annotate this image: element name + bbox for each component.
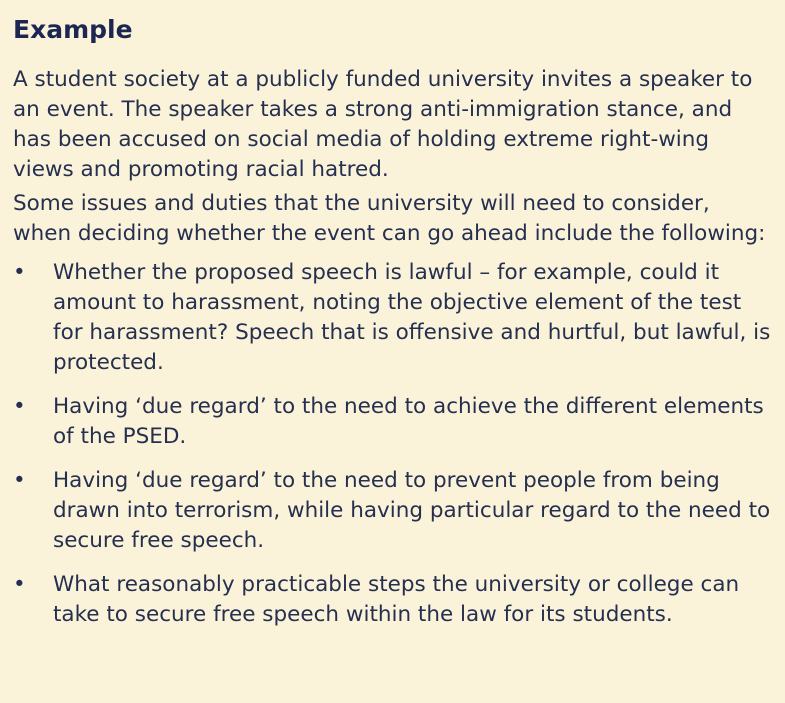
list-item [13, 570, 771, 630]
example-heading: Example [13, 15, 133, 44]
list-item-text: Having ‘due regard’ to the need to prevent people from being drawn into terrorism, while having particular regard to the need to secure free speech. [53, 468, 771, 553]
scenario-paragraph: A student society at a publicly funded university invites a speaker to an event. The speaker takes a strong anti-immigration stance, and has been accused on social media of holding extreme right-wing views and promoting racial hatred. [13, 67, 753, 182]
considerations-list [13, 258, 771, 630]
list-item-text: Whether the proposed speech is lawful – for example, could it amount to harassment, noting the objective element of the test for harassment? Speech that is offensive and hurtful, but lawful, is protected. [53, 260, 771, 375]
bullet-icon: • [13, 468, 26, 493]
bullet-icon: • [13, 572, 26, 597]
list-item [13, 258, 771, 378]
bullet-icon: • [13, 394, 26, 419]
issues-intro-paragraph: Some issues and duties that the university will need to consider, when deciding whether the event can go ahead include the following: [13, 191, 766, 246]
list-item [13, 392, 771, 452]
bullet-icon: • [13, 260, 26, 285]
list-item-text: What reasonably practicable steps the university or college can take to secure free speech within the law for its students. [53, 572, 740, 627]
list-item [13, 466, 771, 556]
list-item-text: Having ‘due regard’ to the need to achieve the different elements of the PSED. [53, 394, 764, 449]
